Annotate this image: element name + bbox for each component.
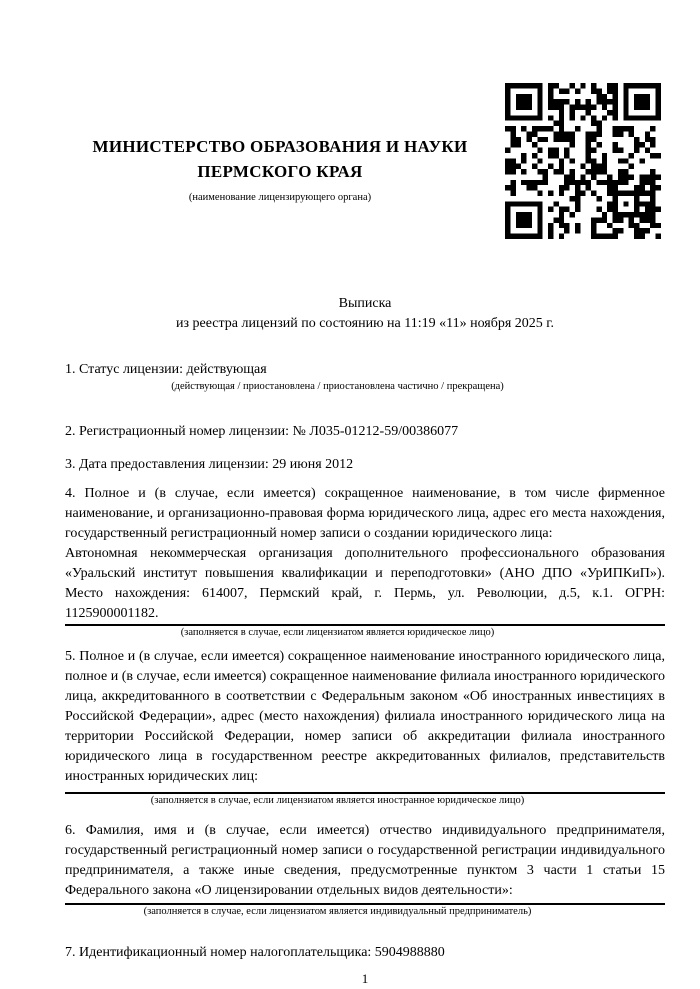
license-date-text: 3. Дата предоставления лицензии: 29 июня 2012 — [65, 457, 354, 472]
license-status-text: 1. Статус лицензии: действующая — [65, 362, 267, 377]
license-date-item — [65, 455, 665, 475]
ministry-name-caption: (наименование лицензирующего органа) — [188, 192, 372, 203]
qr-code-icon — [505, 83, 661, 239]
registration-number-item — [65, 422, 665, 442]
foreign-entity-item — [65, 647, 665, 807]
taxpayer-number-text: 7. Идентификационный номер налогоплательщика: 5904988880 — [65, 945, 445, 960]
legal-entity-value: Автономная некоммерческая организация дополнительного профессионального образования «Уральский институт повышения квалификации и переподготовки» (АНО ДПО «УрИПКиП»). Место нахождения: 614007, Пермский край, г. Пермь, ул. Революции, д.5, к.1. ОГРН: 1125900001182. — [65, 546, 665, 621]
ministry-name-line1: МИНИСТЕРСТВО ОБРАЗОВАНИЯ И НАУКИ — [92, 137, 468, 156]
legal-entity-item — [65, 484, 665, 639]
foreign-entity-label: 5. Полное и (в случае, если имеется) сокращенное наименование иностранного юридического лица, полное и (в случае, если имеется) сокращенное наименование филиала иностранного юридического лица, аккредитованного в соответствии с Федеральным законом «Об иностранных инвестициях в Российской Федерации», адрес (место нахождения) филиала иностранного юридического лица на территории Российской Федерации, номер записи об аккредитации филиала иностранного юридического лица в государственном реестре аккредитованных филиалов, представительств иностранных юридических лиц: — [65, 649, 665, 784]
taxpayer-number-item — [65, 943, 665, 963]
licensing-authority-header — [63, 134, 497, 204]
document-title-line1: Выписка — [338, 296, 392, 311]
license-status-item — [65, 360, 665, 393]
ministry-name-line2: ПЕРМСКОГО КРАЯ — [197, 162, 363, 181]
document-title — [65, 294, 665, 334]
individual-entrepreneur-label: 6. Фамилия, имя и (в случае, если имеется) отчество индивидуального предпринимателя, государственный регистрационный номер записи о государственной регистрации индивидуального предпринимателя, а также иные сведения, предусмотренные пунктом 3 части 1 статьи 15 Федерального закона «О лицензировании отдельных видов деятельности»: — [65, 823, 665, 898]
legal-entity-caption: (заполняется в случае, если лицензиатом является юридическое лицо) — [180, 627, 495, 638]
registration-number-text: 2. Регистрационный номер лицензии: № Л035-01212-59/00386077 — [65, 424, 459, 439]
page-number: 1 — [361, 971, 369, 986]
individual-entrepreneur-caption: (заполняется в случае, если лицензиатом является индивидуальный предприниматель) — [143, 906, 532, 917]
document-title-line2: из реестра лицензий по состоянию на 11:19 «11» ноября 2025 г. — [176, 316, 554, 331]
document-body — [65, 294, 665, 987]
individual-entrepreneur-item — [65, 821, 665, 918]
ministry-name — [63, 134, 497, 184]
legal-entity-label: 4. Полное и (в случае, если имеется) сокращенное наименование, в том числе фирменное наименование, и организационно-правовая форма юридического лица, адрес его места нахождения, государственный регистрационный номер записи о создании юридического лица: — [65, 486, 665, 541]
foreign-entity-caption: (заполняется в случае, если лицензиатом является иностранное юридическое лицо) — [150, 795, 525, 806]
license-status-caption: (действующая / приостановлена / приостановлена частично / прекращена) — [171, 381, 504, 392]
